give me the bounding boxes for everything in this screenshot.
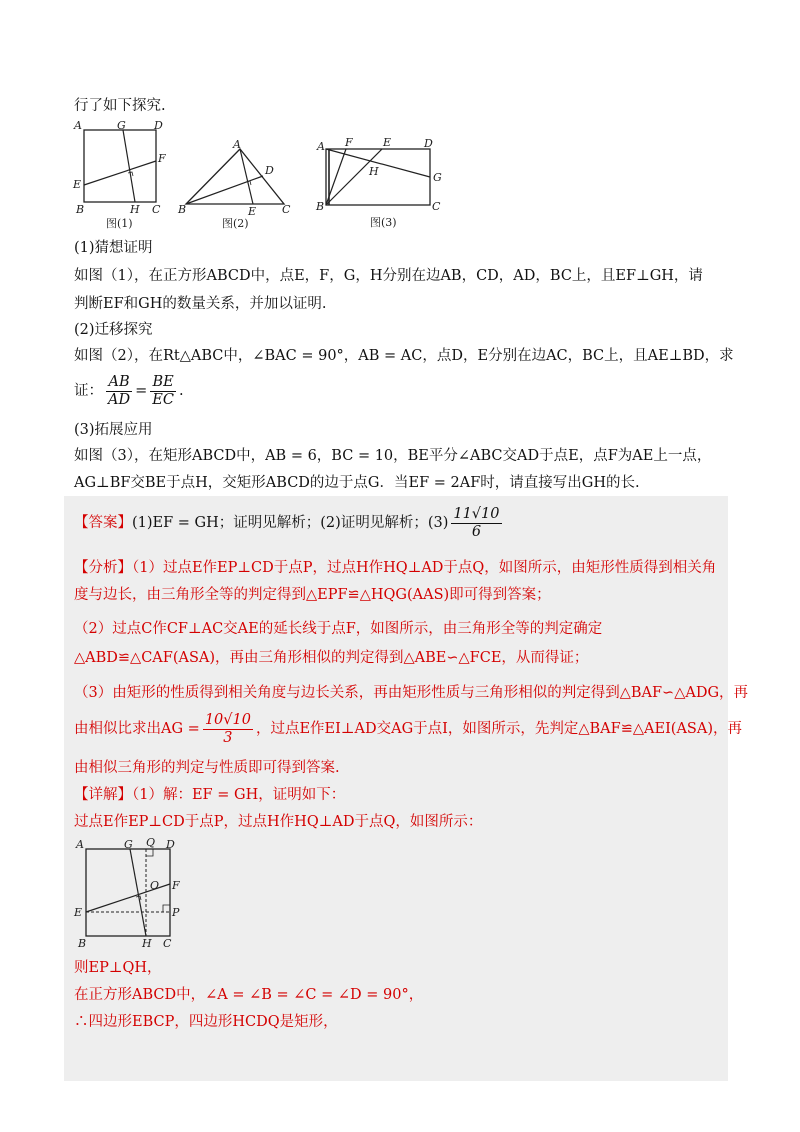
answer-fraction-den: 6	[471, 523, 482, 540]
fig2-label-a: A	[233, 138, 241, 151]
fig1-label-c: C	[152, 203, 161, 216]
detail-fig-label-c: C	[163, 937, 172, 950]
figure-1	[70, 118, 170, 230]
analysis-line7: 由相似三角形的判定与性质即可得到答案.	[74, 760, 340, 776]
part2-line2-prefix: 证：	[74, 383, 103, 399]
part3-line1: 如图（3），在矩形ABCD中，AB = 6，BC = 10，BE平分∠ABC交AD于点E，点F为AE上一点，	[74, 448, 712, 464]
fig2-label-b: B	[178, 203, 187, 216]
detail-line1	[74, 785, 345, 805]
detail-figure	[70, 834, 190, 950]
fig3-label-d: D	[424, 137, 433, 150]
detail-fig-label-q: Q	[146, 836, 156, 849]
fig3-label-a: A	[317, 140, 325, 153]
analysis-line1	[74, 558, 716, 578]
part2-line2	[74, 372, 184, 410]
ratio-be-ec-den: EC	[152, 391, 174, 408]
ratio-ab-ad-den: AD	[108, 391, 131, 408]
fig1-label-g: G	[117, 119, 126, 132]
ratio-ab-ad	[106, 374, 132, 409]
fig1-label-a: A	[74, 119, 82, 132]
answer-text: (1)EF = GH；证明见解析；(2)证明见解析；(3)	[132, 515, 449, 531]
detail-fig-label-p: P	[172, 906, 180, 919]
ag-fraction-den: 3	[223, 729, 233, 746]
detail-line2: 过点E作EP⊥CD于点P，过点H作HQ⊥AD于点Q，如图所示：	[74, 814, 483, 830]
part1-line2: 判断EF和GH的数量关系，并加以证明.	[74, 296, 327, 312]
analysis-line5: （3）由矩形的性质得到相关角度与边长关系，再由矩形性质与三角形相似的判定得到△BAF∽△ADG，再	[74, 685, 749, 701]
detail-tag: 【详解】	[74, 787, 132, 803]
answer-fraction-num: 11√10	[453, 505, 500, 522]
fig1-label-h: H	[130, 203, 140, 216]
fig1-label-e: E	[73, 178, 82, 191]
fig2-label-d: D	[265, 164, 274, 177]
part2-title: (2)迁移探究	[74, 322, 153, 338]
analysis-line2: 度与边长，由三角形全等的判定得到△EPF≌△HQG(AAS)即可得到答案；	[74, 587, 551, 603]
fig3-label-b: B	[316, 200, 325, 213]
detail-line3: 则EP⊥QH，	[74, 960, 162, 976]
detail-fig-label-o: O	[150, 879, 160, 892]
detail-fig-label-b: B	[78, 937, 87, 950]
answer-fraction	[451, 506, 501, 541]
fig3-caption: 图(3)	[370, 216, 397, 229]
ag-fraction-num: 10√10	[204, 711, 251, 728]
part1-line1: 如图（1），在正方形ABCD中，点E，F，G，H分别在边AB，CD，AD，BC上，且EF⊥GH，请	[74, 268, 703, 284]
part2-line1: 如图（2），在Rt△ABC中，∠BAC = 90°，AB = AC，点D，E分别在边AC，BC上，且AE⊥BD，求	[74, 348, 734, 364]
fig1-label-d: D	[154, 119, 163, 132]
analysis-line6-suffix: ，过点E作EI⊥AD交AG于点I，如图所示，先判定△BAF≌△AEI(ASA)，再	[255, 721, 742, 737]
ratio-ab-ad-num: AB	[106, 374, 132, 392]
fig3-label-g: G	[433, 171, 442, 184]
figure-2	[176, 136, 296, 230]
fig2-label-e: E	[248, 205, 257, 218]
fig2-caption: 图(2)	[222, 217, 249, 230]
analysis-text1: （1）过点E作EP⊥CD于点P，过点H作HQ⊥AD于点Q，如图所示，由矩形性质得到相关角	[132, 560, 717, 576]
detail-text1: （1）解：EF = GH，证明如下：	[132, 787, 346, 803]
analysis-tag: 【分析】	[74, 560, 132, 576]
analysis-line3: （2）过点C作CF⊥AC交AE的延长线于点F，如图所示，由三角形全等的判定确定	[74, 621, 603, 637]
fig3-label-f: F	[345, 136, 353, 149]
intro-text: 行了如下探究.	[74, 98, 166, 114]
equals-sign: =	[135, 383, 148, 399]
detail-fig-label-g: G	[124, 838, 133, 851]
detail-fig-label-f: F	[172, 879, 180, 892]
fig2-label-c: C	[282, 203, 291, 216]
part2-line2-suffix: .	[178, 383, 184, 399]
detail-fig-label-a: A	[76, 838, 84, 851]
part3-title: (3)拓展应用	[74, 422, 153, 438]
detail-fig-label-h: H	[142, 937, 152, 950]
detail-line4: 在正方形ABCD中，∠A = ∠B = ∠C = ∠D = 90°，	[74, 987, 424, 1003]
fig1-label-b: B	[76, 203, 85, 216]
analysis-line6	[74, 710, 742, 748]
detail-fig-label-d: D	[166, 838, 175, 851]
ratio-be-ec	[150, 374, 176, 409]
fig3-label-e: E	[383, 136, 392, 149]
detail-line5: ∴四边形EBCP，四边形HCDQ是矩形，	[74, 1014, 338, 1030]
ratio-be-ec-num: BE	[150, 374, 176, 392]
answer-tag: 【答案】	[74, 515, 132, 531]
fig1-label-f: F	[158, 152, 166, 165]
detail-fig-label-e: E	[74, 906, 83, 919]
analysis-line4: △ABD≌△CAF(ASA)，再由三角形相似的判定得到△ABE∽△FCE，从而得证；	[74, 650, 589, 666]
fig1-caption: 图(1)	[106, 217, 133, 230]
analysis-line6-prefix: 由相似比求出AG =	[74, 721, 200, 737]
part1-title: (1)猜想证明	[74, 240, 153, 256]
fig3-label-h: H	[369, 165, 379, 178]
ag-fraction	[203, 712, 253, 747]
figure-3	[314, 134, 444, 230]
fig3-label-c: C	[432, 200, 441, 213]
answer-line	[74, 505, 505, 541]
part3-line2: AG⊥BF交BE于点H，交矩形ABCD的边于点G．当EF = 2AF时，请直接写出GH的长.	[74, 475, 640, 491]
